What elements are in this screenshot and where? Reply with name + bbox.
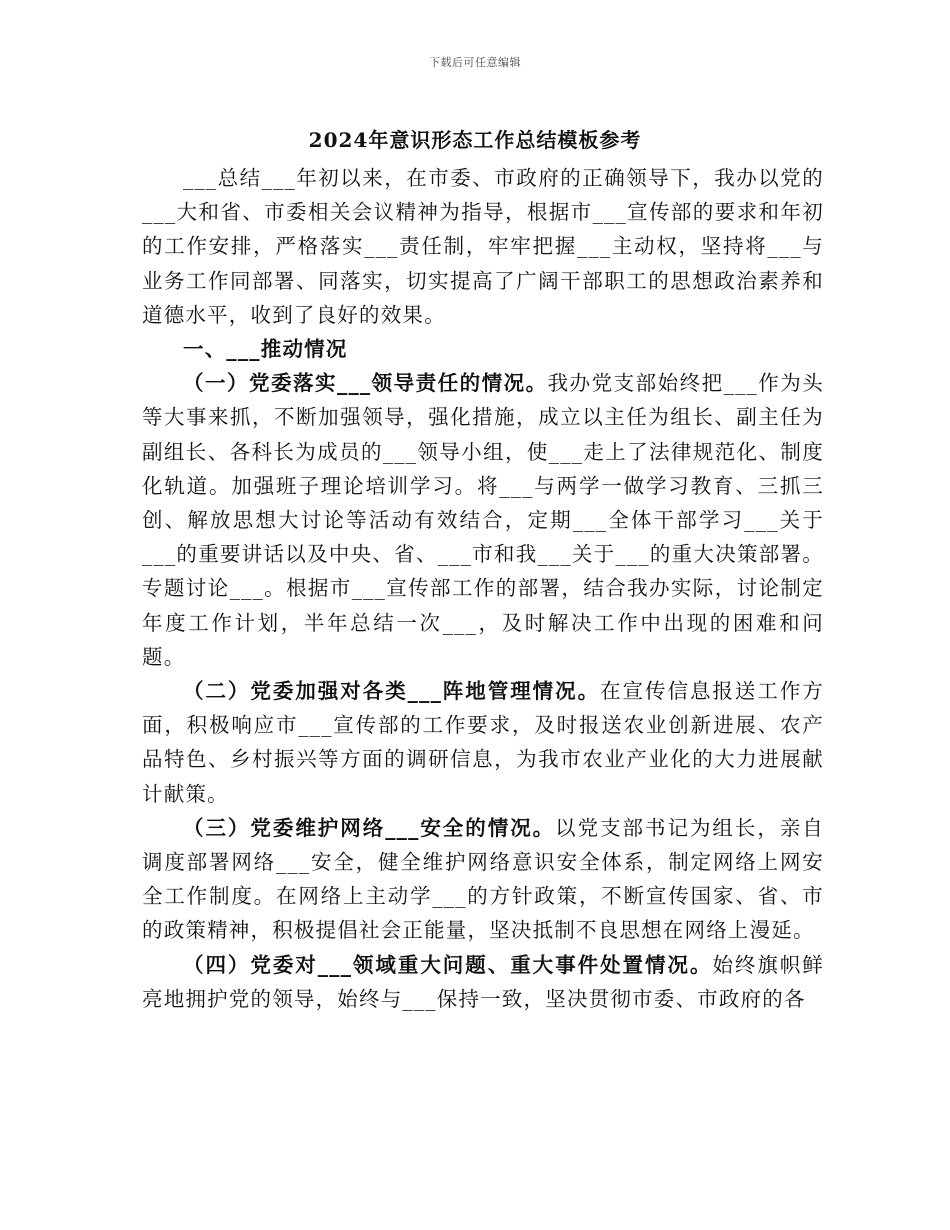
- item-heading: （二）党委加强对各类___阵地管理情况。: [183, 679, 601, 704]
- item-heading: （一）党委落实___领导责任的情况。: [183, 371, 548, 396]
- page-title: 2024年意识形态工作总结模板参考: [308, 128, 642, 152]
- section-heading: 一、___推动情况: [183, 337, 348, 362]
- document-body: [142, 161, 824, 1016]
- header-note: 下载后可任意编辑: [429, 56, 521, 69]
- paragraph-item-2: [142, 674, 824, 811]
- item-heading: （三）党委维护网络___安全的情况。: [183, 815, 556, 840]
- paragraph-item-1: [142, 366, 824, 674]
- item-text: 在宣传信息报送工作方面，积极响应市___宣传部的工作要求，及时报送农业创新进展、农产品特色、乡村振兴等方面的调研信息，为我市农业产业化的大力进展献计献策。: [142, 679, 825, 806]
- item-text: 我办党支部始终把___作为头等大事来抓，不断加强领导，强化措施，成立以主任为组长、副主任为副组长、各科长为成员的___领导小组，使___走上了法律规范化、制度化轨道。加强班子理论培训学习。将___与两学一做学习教育、三抓三创、解放思想大讨论等活动有效结合，定期___全体干部学习___关于___的重要讲话以及中央、省、___市和我___关于___的重大决策部署。专题讨论___。根据市___宣传部工作的部署，结合我办实际，讨论制定年度工作计划，半年总结一次___，及时解决工作中出现的困难和问题。: [142, 371, 824, 669]
- paragraph-item-4: [142, 948, 824, 1016]
- item-heading: （四）党委对___领域重大问题、重大事件处置情况。: [183, 952, 713, 977]
- intro-paragraph: ___总结___年初以来，在市委、市政府的正确领导下，我办以党的___大和省、市委相关会议精神为指导，根据市___宣传部的要求和年初的工作安排，严格落实___责任制，牢牢把握___主动权，坚持将___与业务工作同部署、同落实，切实提高了广阔干部职工的思想政治素养和道德水平，收到了良好的效果。: [142, 166, 824, 327]
- item-text: 始终旗帜鲜亮地拥护党的领导，始终与___保持一致，坚决贯彻市委、市政府的各: [142, 952, 825, 1011]
- item-text: 以党支部书记为组长，亲自调度部署网络___安全，健全维护网络意识安全体系，制定网络上网安全工作制度。在网络上主动学___的方针政策，不断宣传国家、省、市的政策精神，积极提倡社会正能量，坚决抵制不良思想在网络上漫延。: [142, 815, 824, 943]
- paragraph-item-3: [142, 811, 824, 948]
